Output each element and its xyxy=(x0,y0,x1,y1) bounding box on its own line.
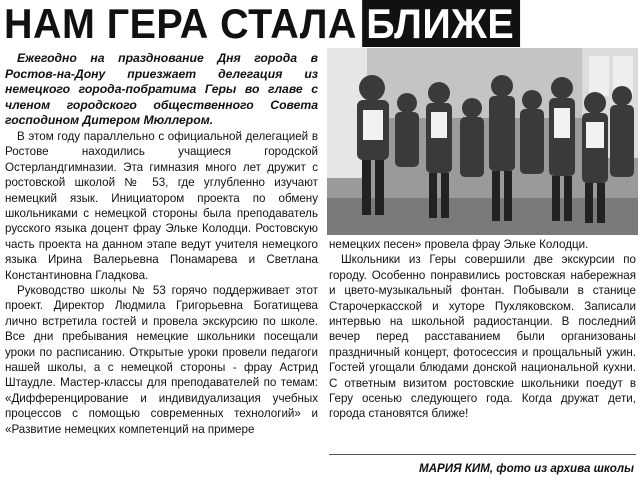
body-paragraph: Школьники из Геры совершили две экскурсии по городу. Особенно понравились ростовская набережная и цвето-музыкальный фонтан. Побывали в станице Старочеркасской и хуторе Пухляковском. Записали интервью на школьной радиостанции. В последний вечер перед расставанием были организованы праздничный концерт, фотосессия и прощальный ужин. Гостей угощали блюдами донской национальной кухни. С ответным визитом ростовские школьники поедут в Геру осенью следующего года. Когда дружат дети, города становятся ближе! xyxy=(329,253,636,421)
headline-inverted: БЛИЖЕ xyxy=(363,0,520,47)
right-column xyxy=(329,237,636,422)
body-paragraph: Руководство школы № 53 горячо поддерживает этот проект. Директор Людмила Григорьевна Богатищева лично встретила гостей и провела экскурсию по школе. Все дни пребывания немецкие школьники посещали уроки по расписанию. Открытые уроки провели педагоги нашей школы, а с немецкой стороны - фрау Астрид Штаудле. Мастер-классы для преподавателей по темам: «Дифференцирование и индивидуализация учебных процессов с помощью современных технологий» и «Развитие немецких компетенций на примере xyxy=(5,284,318,436)
byline-divider xyxy=(329,454,636,455)
byline: МАРИЯ КИМ, фото из архива школы xyxy=(418,462,634,475)
lead-paragraph: Ежегодно на празднование Дня города в Ростов-на-Дону приезжает делегация из немецкого города-побратима Геры во главе с членом городского общественного Совета господином Дитером Мюллером. xyxy=(5,51,318,128)
group-photo xyxy=(327,48,638,235)
headline xyxy=(4,2,602,46)
body-paragraph: немецких песен» провела фрау Эльке Колодци. xyxy=(329,238,589,251)
left-column xyxy=(5,51,318,437)
body-paragraph: В этом году параллельно с официальной делегацией в Ростове находились учащиеся городской Остерландгимназии. Эта гимназия много лет дружит с ростовской школой № 53, где углубленно изучают немецкий язык. Инициатором проекта по обмену школьниками с немецкой стороны была преподаватель русского языка доцент фрау Эльке Колодци. Ростовскую часть проекта на данном этапе ведут учителя немецкого языка Ирина Валерьевна Понамарева и Светлана Константиновна Гладкова. xyxy=(5,129,318,282)
headline-plain: НАМ ГЕРА СТАЛА xyxy=(4,0,357,47)
